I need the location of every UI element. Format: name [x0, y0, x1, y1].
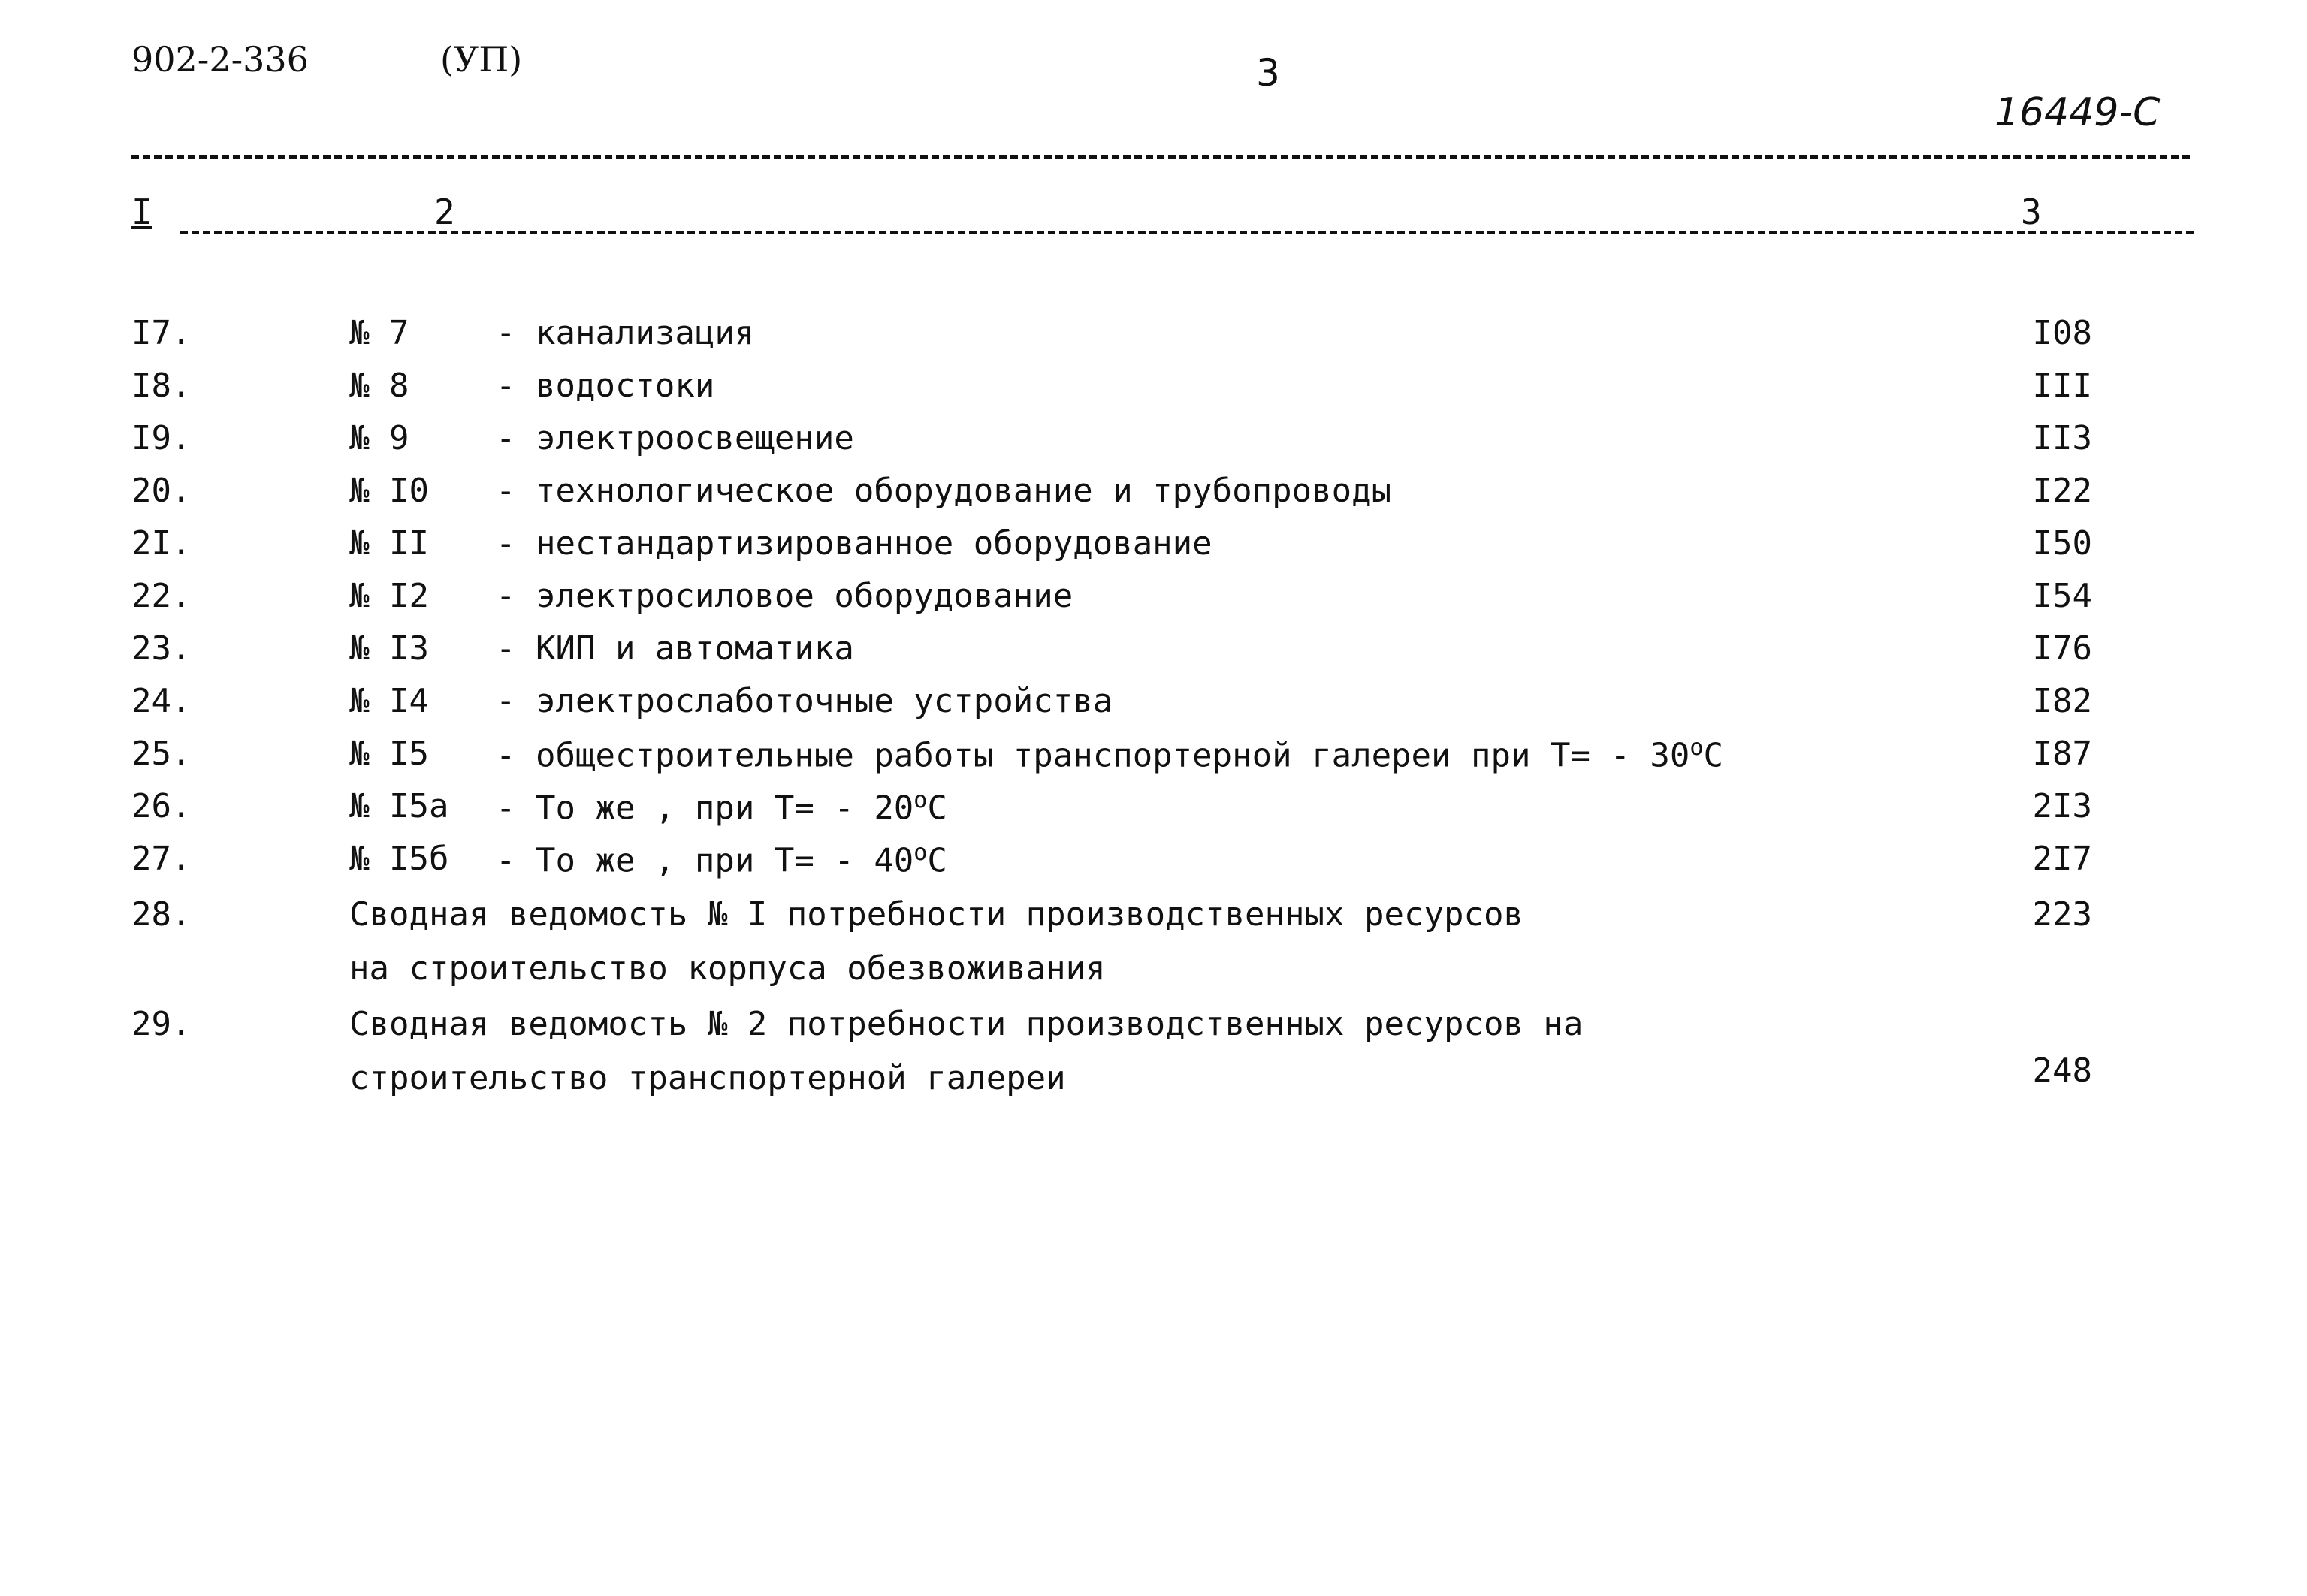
- row-number: 23.: [131, 629, 192, 668]
- row-description: - электроосвещение: [496, 419, 854, 457]
- row-number: 24.: [131, 682, 192, 720]
- row-number: I9.: [131, 419, 192, 457]
- row-description: [496, 735, 1723, 775]
- header-bottom-rule: [180, 231, 2194, 234]
- row-number: I7.: [131, 314, 192, 352]
- row-number: 27.: [131, 840, 192, 878]
- degree-mark: o: [913, 840, 928, 866]
- estimate-number: № I5б: [349, 840, 449, 878]
- row-number: 2I.: [131, 524, 192, 563]
- page-number: 3: [1256, 51, 1280, 95]
- row-page: I82: [2032, 682, 2092, 720]
- estimate-number: № I2: [349, 577, 429, 615]
- degree-mark: o: [913, 787, 928, 813]
- row-description: - нестандартизированное оборудование: [496, 524, 1212, 563]
- row-description: - КИП и автоматика: [496, 629, 854, 668]
- row-description-main: - общестроительные работы транспортерной галереи при T= - 30: [496, 736, 1690, 775]
- row-page: I76: [2032, 629, 2092, 668]
- estimate-number: № 7: [349, 314, 409, 352]
- estimate-number: № I5: [349, 735, 429, 773]
- row-page: 2I3: [2032, 787, 2092, 825]
- row-description-main: - То же , при T= - 40: [496, 841, 914, 880]
- row-number: 29.: [131, 1005, 192, 1043]
- row-description-unit: C: [1703, 736, 1723, 775]
- row-number: 26.: [131, 787, 192, 825]
- row-number: 25.: [131, 735, 192, 773]
- row-page: I08: [2032, 314, 2092, 352]
- row-page: I50: [2032, 524, 2092, 563]
- row-number: I8.: [131, 367, 192, 405]
- estimate-number: № I0: [349, 472, 429, 510]
- row-page: I54: [2032, 577, 2092, 615]
- inventory-number: 16449-С: [1994, 90, 2161, 135]
- document-type: (УП): [440, 39, 523, 80]
- row-page: III: [2032, 367, 2092, 405]
- row-page: 2I7: [2032, 840, 2092, 878]
- row-page: I22: [2032, 472, 2092, 510]
- row-page: I87: [2032, 735, 2092, 773]
- degree-mark: o: [1689, 735, 1704, 761]
- summary-line-2: на строительство корпуса обезвоживания: [349, 949, 1106, 988]
- document-code: 902-2-336: [131, 39, 309, 80]
- row-description-main: - То же , при T= - 20: [496, 789, 914, 828]
- estimate-number: № II: [349, 524, 429, 563]
- row-description: - канализация: [496, 314, 755, 352]
- header-top-rule: [131, 155, 2190, 159]
- row-description: - электросиловое оборудование: [496, 577, 1073, 615]
- summary-line-1: Сводная ведомость № 2 потребности производственных ресурсов на: [349, 1005, 1584, 1043]
- column-heading-3: 3: [2021, 192, 2042, 232]
- estimate-number: № 9: [349, 419, 409, 457]
- estimate-number: № I4: [349, 682, 429, 720]
- row-description: - водостоки: [496, 367, 715, 405]
- row-number: 22.: [131, 577, 192, 615]
- row-description: [496, 840, 947, 880]
- estimate-number: № 8: [349, 367, 409, 405]
- row-page: 248: [2032, 1051, 2092, 1090]
- row-number: 20.: [131, 472, 192, 510]
- row-description-unit: C: [927, 841, 947, 880]
- column-heading-2: 2: [434, 192, 455, 232]
- row-number: 28.: [131, 895, 192, 934]
- summary-line-2: строительство транспортерной галереи: [349, 1059, 1066, 1097]
- estimate-number: № I3: [349, 629, 429, 668]
- row-description: - электрослаботочные устройства: [496, 682, 1113, 720]
- summary-line-1: Сводная ведомость № I потребности производственных ресурсов: [349, 895, 1523, 934]
- row-description-unit: C: [927, 789, 947, 828]
- row-page: II3: [2032, 419, 2092, 457]
- column-heading-1: I: [131, 192, 152, 232]
- row-page: 223: [2032, 895, 2092, 934]
- row-description: [496, 787, 947, 828]
- row-description: - технологическое оборудование и трубопроводы: [496, 472, 1392, 510]
- estimate-number: № I5а: [349, 787, 449, 825]
